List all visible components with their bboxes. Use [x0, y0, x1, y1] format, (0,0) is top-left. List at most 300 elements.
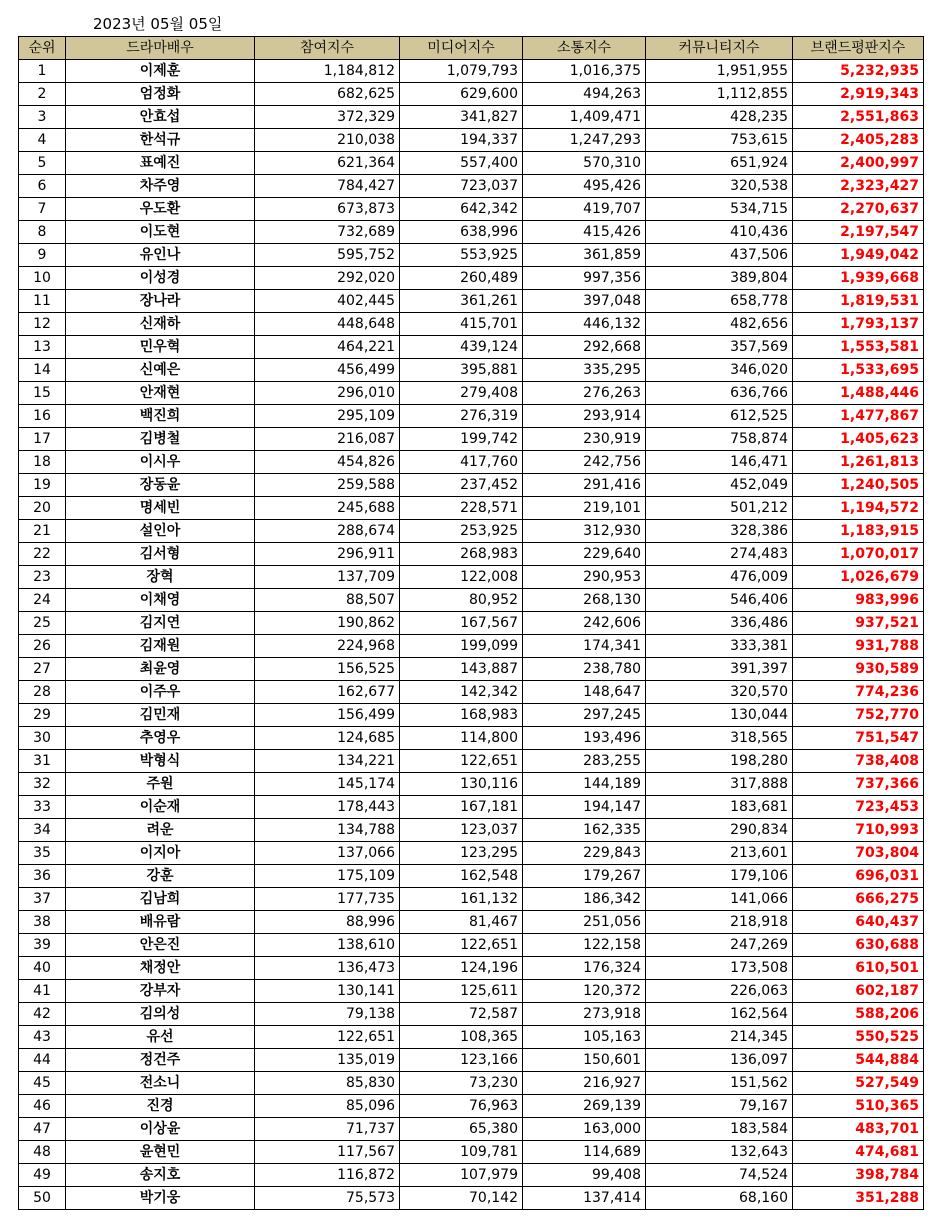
cell-brand-reputation-index: 666,275	[793, 888, 924, 911]
cell-participation-index: 464,221	[255, 336, 400, 359]
cell-brand-reputation-index: 1,939,668	[793, 267, 924, 290]
cell-communication-index: 570,310	[523, 152, 646, 175]
cell-media-index: 228,571	[400, 497, 523, 520]
cell-participation-index: 456,499	[255, 359, 400, 382]
cell-communication-index: 290,953	[523, 566, 646, 589]
cell-actor-name: 이도현	[66, 221, 255, 244]
cell-actor-name: 신예은	[66, 359, 255, 382]
cell-media-index: 167,567	[400, 612, 523, 635]
cell-actor-name: 전소니	[66, 1072, 255, 1095]
cell-participation-index: 117,567	[255, 1141, 400, 1164]
cell-brand-reputation-index: 1,793,137	[793, 313, 924, 336]
cell-participation-index: 124,685	[255, 727, 400, 750]
cell-community-index: 68,160	[646, 1187, 793, 1210]
cell-brand-reputation-index: 2,197,547	[793, 221, 924, 244]
cell-media-index: 122,008	[400, 566, 523, 589]
cell-community-index: 391,397	[646, 658, 793, 681]
cell-actor-name: 이성경	[66, 267, 255, 290]
table-row	[19, 957, 924, 980]
cell-actor-name: 명세빈	[66, 497, 255, 520]
cell-actor-name: 김지연	[66, 612, 255, 635]
cell-media-index: 143,887	[400, 658, 523, 681]
cell-participation-index: 130,141	[255, 980, 400, 1003]
cell-community-index: 226,063	[646, 980, 793, 1003]
cell-media-index: 642,342	[400, 198, 523, 221]
cell-media-index: 65,380	[400, 1118, 523, 1141]
table-row	[19, 750, 924, 773]
table-row	[19, 1164, 924, 1187]
cell-participation-index: 162,677	[255, 681, 400, 704]
cell-community-index: 476,009	[646, 566, 793, 589]
table-row	[19, 681, 924, 704]
cell-community-index: 328,386	[646, 520, 793, 543]
cell-community-index: 214,345	[646, 1026, 793, 1049]
cell-participation-index: 224,968	[255, 635, 400, 658]
cell-rank: 46	[19, 1095, 66, 1118]
cell-media-index: 123,166	[400, 1049, 523, 1072]
cell-brand-reputation-index: 1,026,679	[793, 566, 924, 589]
cell-brand-reputation-index: 527,549	[793, 1072, 924, 1095]
cell-participation-index: 135,019	[255, 1049, 400, 1072]
cell-communication-index: 997,356	[523, 267, 646, 290]
cell-brand-reputation-index: 738,408	[793, 750, 924, 773]
cell-participation-index: 259,588	[255, 474, 400, 497]
cell-communication-index: 219,101	[523, 497, 646, 520]
cell-brand-reputation-index: 5,232,935	[793, 60, 924, 83]
cell-communication-index: 1,409,471	[523, 106, 646, 129]
cell-media-index: 162,548	[400, 865, 523, 888]
table-row	[19, 405, 924, 428]
cell-rank: 18	[19, 451, 66, 474]
cell-communication-index: 120,372	[523, 980, 646, 1003]
cell-participation-index: 673,873	[255, 198, 400, 221]
cell-brand-reputation-index: 474,681	[793, 1141, 924, 1164]
cell-community-index: 162,564	[646, 1003, 793, 1026]
table-row	[19, 1095, 924, 1118]
cell-media-index: 107,979	[400, 1164, 523, 1187]
cell-rank: 4	[19, 129, 66, 152]
cell-participation-index: 402,445	[255, 290, 400, 313]
cell-actor-name: 이상윤	[66, 1118, 255, 1141]
table-row	[19, 658, 924, 681]
cell-rank: 10	[19, 267, 66, 290]
table-row	[19, 796, 924, 819]
cell-actor-name: 이주우	[66, 681, 255, 704]
cell-brand-reputation-index: 2,551,863	[793, 106, 924, 129]
cell-community-index: 336,486	[646, 612, 793, 635]
cell-participation-index: 595,752	[255, 244, 400, 267]
cell-brand-reputation-index: 1,949,042	[793, 244, 924, 267]
cell-media-index: 415,701	[400, 313, 523, 336]
table-row	[19, 1049, 924, 1072]
table-row	[19, 635, 924, 658]
cell-rank: 43	[19, 1026, 66, 1049]
cell-rank: 14	[19, 359, 66, 382]
cell-rank: 26	[19, 635, 66, 658]
cell-actor-name: 장나라	[66, 290, 255, 313]
cell-community-index: 428,235	[646, 106, 793, 129]
cell-actor-name: 이채영	[66, 589, 255, 612]
cell-brand-reputation-index: 2,270,637	[793, 198, 924, 221]
cell-community-index: 333,381	[646, 635, 793, 658]
cell-media-index: 70,142	[400, 1187, 523, 1210]
cell-actor-name: 민우혁	[66, 336, 255, 359]
table-row	[19, 980, 924, 1003]
cell-actor-name: 최윤영	[66, 658, 255, 681]
cell-actor-name: 백진희	[66, 405, 255, 428]
cell-actor-name: 이지아	[66, 842, 255, 865]
cell-media-index: 122,651	[400, 750, 523, 773]
table-row	[19, 704, 924, 727]
cell-community-index: 274,483	[646, 543, 793, 566]
cell-brand-reputation-index: 930,589	[793, 658, 924, 681]
cell-participation-index: 732,689	[255, 221, 400, 244]
cell-rank: 50	[19, 1187, 66, 1210]
cell-participation-index: 1,184,812	[255, 60, 400, 83]
cell-rank: 49	[19, 1164, 66, 1187]
cell-communication-index: 99,408	[523, 1164, 646, 1187]
cell-community-index: 389,804	[646, 267, 793, 290]
cell-rank: 34	[19, 819, 66, 842]
cell-rank: 44	[19, 1049, 66, 1072]
table-row	[19, 1118, 924, 1141]
cell-participation-index: 177,735	[255, 888, 400, 911]
cell-communication-index: 446,132	[523, 313, 646, 336]
cell-community-index: 132,643	[646, 1141, 793, 1164]
cell-communication-index: 186,342	[523, 888, 646, 911]
table-row	[19, 1003, 924, 1026]
cell-communication-index: 273,918	[523, 1003, 646, 1026]
cell-community-index: 151,562	[646, 1072, 793, 1095]
cell-participation-index: 85,096	[255, 1095, 400, 1118]
cell-community-index: 1,951,955	[646, 60, 793, 83]
cell-communication-index: 148,647	[523, 681, 646, 704]
cell-rank: 36	[19, 865, 66, 888]
cell-brand-reputation-index: 751,547	[793, 727, 924, 750]
cell-participation-index: 296,010	[255, 382, 400, 405]
cell-communication-index: 238,780	[523, 658, 646, 681]
cell-community-index: 79,167	[646, 1095, 793, 1118]
table-row	[19, 359, 924, 382]
cell-participation-index: 295,109	[255, 405, 400, 428]
table-row	[19, 198, 924, 221]
cell-participation-index: 138,610	[255, 934, 400, 957]
cell-brand-reputation-index: 983,996	[793, 589, 924, 612]
table-row	[19, 773, 924, 796]
cell-actor-name: 려운	[66, 819, 255, 842]
table-row	[19, 1026, 924, 1049]
cell-community-index: 651,924	[646, 152, 793, 175]
cell-actor-name: 진경	[66, 1095, 255, 1118]
cell-participation-index: 79,138	[255, 1003, 400, 1026]
table-row	[19, 727, 924, 750]
table-row	[19, 888, 924, 911]
table-row	[19, 152, 924, 175]
cell-rank: 11	[19, 290, 66, 313]
cell-community-index: 534,715	[646, 198, 793, 221]
cell-community-index: 173,508	[646, 957, 793, 980]
table-row	[19, 589, 924, 612]
table-row	[19, 129, 924, 152]
cell-community-index: 612,525	[646, 405, 793, 428]
cell-brand-reputation-index: 710,993	[793, 819, 924, 842]
cell-communication-index: 176,324	[523, 957, 646, 980]
cell-actor-name: 주원	[66, 773, 255, 796]
brand-reputation-table	[18, 36, 924, 1210]
cell-actor-name: 강훈	[66, 865, 255, 888]
cell-actor-name: 추영우	[66, 727, 255, 750]
table-row	[19, 267, 924, 290]
cell-media-index: 1,079,793	[400, 60, 523, 83]
table-row	[19, 520, 924, 543]
cell-participation-index: 116,872	[255, 1164, 400, 1187]
col-header-media-index: 미디어지수	[400, 37, 523, 60]
cell-brand-reputation-index: 2,323,427	[793, 175, 924, 198]
cell-media-index: 124,196	[400, 957, 523, 980]
cell-media-index: 557,400	[400, 152, 523, 175]
cell-actor-name: 김병철	[66, 428, 255, 451]
cell-media-index: 237,452	[400, 474, 523, 497]
cell-participation-index: 621,364	[255, 152, 400, 175]
cell-participation-index: 122,651	[255, 1026, 400, 1049]
cell-communication-index: 251,056	[523, 911, 646, 934]
cell-rank: 24	[19, 589, 66, 612]
table-row	[19, 451, 924, 474]
table-row	[19, 1187, 924, 1210]
col-header-community-index: 커뮤니티지수	[646, 37, 793, 60]
cell-brand-reputation-index: 602,187	[793, 980, 924, 1003]
cell-media-index: 361,261	[400, 290, 523, 313]
cell-community-index: 146,471	[646, 451, 793, 474]
cell-communication-index: 229,843	[523, 842, 646, 865]
cell-media-index: 260,489	[400, 267, 523, 290]
cell-community-index: 141,066	[646, 888, 793, 911]
cell-actor-name: 이순재	[66, 796, 255, 819]
cell-community-index: 346,020	[646, 359, 793, 382]
cell-community-index: 410,436	[646, 221, 793, 244]
cell-rank: 47	[19, 1118, 66, 1141]
cell-actor-name: 안은진	[66, 934, 255, 957]
cell-communication-index: 242,756	[523, 451, 646, 474]
cell-communication-index: 276,263	[523, 382, 646, 405]
cell-participation-index: 136,473	[255, 957, 400, 980]
col-header-communication-index: 소통지수	[523, 37, 646, 60]
cell-participation-index: 137,066	[255, 842, 400, 865]
cell-actor-name: 강부자	[66, 980, 255, 1003]
cell-rank: 23	[19, 566, 66, 589]
cell-brand-reputation-index: 398,784	[793, 1164, 924, 1187]
cell-participation-index: 134,221	[255, 750, 400, 773]
cell-brand-reputation-index: 703,804	[793, 842, 924, 865]
cell-community-index: 317,888	[646, 773, 793, 796]
table-row	[19, 428, 924, 451]
table-row	[19, 106, 924, 129]
cell-community-index: 501,212	[646, 497, 793, 520]
cell-actor-name: 안효섭	[66, 106, 255, 129]
cell-brand-reputation-index: 1,488,446	[793, 382, 924, 405]
cell-community-index: 320,570	[646, 681, 793, 704]
cell-actor-name: 유선	[66, 1026, 255, 1049]
cell-rank: 6	[19, 175, 66, 198]
cell-community-index: 247,269	[646, 934, 793, 957]
cell-participation-index: 71,737	[255, 1118, 400, 1141]
cell-media-index: 395,881	[400, 359, 523, 382]
cell-communication-index: 415,426	[523, 221, 646, 244]
cell-communication-index: 163,000	[523, 1118, 646, 1141]
cell-actor-name: 엄정화	[66, 83, 255, 106]
cell-participation-index: 454,826	[255, 451, 400, 474]
cell-brand-reputation-index: 1,477,867	[793, 405, 924, 428]
cell-communication-index: 242,606	[523, 612, 646, 635]
cell-community-index: 482,656	[646, 313, 793, 336]
table-row	[19, 221, 924, 244]
table-row	[19, 612, 924, 635]
cell-rank: 48	[19, 1141, 66, 1164]
table-header	[19, 37, 924, 60]
cell-community-index: 183,584	[646, 1118, 793, 1141]
cell-participation-index: 292,020	[255, 267, 400, 290]
cell-rank: 17	[19, 428, 66, 451]
table-row	[19, 934, 924, 957]
table-row	[19, 60, 924, 83]
table-row	[19, 313, 924, 336]
cell-participation-index: 88,996	[255, 911, 400, 934]
cell-community-index: 183,681	[646, 796, 793, 819]
table-row	[19, 1072, 924, 1095]
cell-rank: 39	[19, 934, 66, 957]
cell-rank: 45	[19, 1072, 66, 1095]
cell-rank: 31	[19, 750, 66, 773]
cell-media-index: 268,983	[400, 543, 523, 566]
cell-communication-index: 194,147	[523, 796, 646, 819]
cell-brand-reputation-index: 1,240,505	[793, 474, 924, 497]
cell-actor-name: 채정안	[66, 957, 255, 980]
table-row	[19, 83, 924, 106]
cell-community-index: 636,766	[646, 382, 793, 405]
cell-rank: 30	[19, 727, 66, 750]
cell-rank: 9	[19, 244, 66, 267]
cell-communication-index: 193,496	[523, 727, 646, 750]
cell-brand-reputation-index: 1,194,572	[793, 497, 924, 520]
cell-media-index: 276,319	[400, 405, 523, 428]
cell-rank: 37	[19, 888, 66, 911]
cell-participation-index: 190,862	[255, 612, 400, 635]
cell-media-index: 125,611	[400, 980, 523, 1003]
cell-rank: 12	[19, 313, 66, 336]
cell-brand-reputation-index: 1,405,623	[793, 428, 924, 451]
cell-community-index: 357,569	[646, 336, 793, 359]
cell-brand-reputation-index: 1,533,695	[793, 359, 924, 382]
cell-communication-index: 283,255	[523, 750, 646, 773]
table-row	[19, 244, 924, 267]
cell-rank: 21	[19, 520, 66, 543]
cell-actor-name: 김재원	[66, 635, 255, 658]
cell-communication-index: 297,245	[523, 704, 646, 727]
cell-brand-reputation-index: 1,183,915	[793, 520, 924, 543]
cell-brand-reputation-index: 937,521	[793, 612, 924, 635]
cell-actor-name: 김남희	[66, 888, 255, 911]
cell-participation-index: 245,688	[255, 497, 400, 520]
cell-actor-name: 신재하	[66, 313, 255, 336]
cell-communication-index: 150,601	[523, 1049, 646, 1072]
cell-participation-index: 85,830	[255, 1072, 400, 1095]
col-header-rank: 순위	[19, 37, 66, 60]
cell-community-index: 213,601	[646, 842, 793, 865]
cell-media-index: 199,742	[400, 428, 523, 451]
cell-actor-name: 표예진	[66, 152, 255, 175]
cell-participation-index: 296,911	[255, 543, 400, 566]
cell-media-index: 553,925	[400, 244, 523, 267]
cell-participation-index: 175,109	[255, 865, 400, 888]
cell-media-index: 76,963	[400, 1095, 523, 1118]
header-row	[19, 37, 924, 60]
cell-communication-index: 1,016,375	[523, 60, 646, 83]
cell-participation-index: 682,625	[255, 83, 400, 106]
cell-brand-reputation-index: 2,400,997	[793, 152, 924, 175]
cell-communication-index: 312,930	[523, 520, 646, 543]
cell-media-index: 253,925	[400, 520, 523, 543]
cell-rank: 40	[19, 957, 66, 980]
cell-brand-reputation-index: 723,453	[793, 796, 924, 819]
cell-communication-index: 335,295	[523, 359, 646, 382]
cell-community-index: 130,044	[646, 704, 793, 727]
cell-rank: 3	[19, 106, 66, 129]
cell-media-index: 279,408	[400, 382, 523, 405]
cell-brand-reputation-index: 630,688	[793, 934, 924, 957]
cell-media-index: 417,760	[400, 451, 523, 474]
cell-brand-reputation-index: 774,236	[793, 681, 924, 704]
cell-actor-name: 송지호	[66, 1164, 255, 1187]
cell-participation-index: 448,648	[255, 313, 400, 336]
table-row	[19, 290, 924, 313]
cell-media-index: 723,037	[400, 175, 523, 198]
table-row	[19, 842, 924, 865]
cell-participation-index: 216,087	[255, 428, 400, 451]
cell-communication-index: 293,914	[523, 405, 646, 428]
cell-brand-reputation-index: 931,788	[793, 635, 924, 658]
cell-community-index: 74,524	[646, 1164, 793, 1187]
cell-participation-index: 372,329	[255, 106, 400, 129]
cell-communication-index: 397,048	[523, 290, 646, 313]
cell-community-index: 1,112,855	[646, 83, 793, 106]
cell-communication-index: 291,416	[523, 474, 646, 497]
cell-actor-name: 김의성	[66, 1003, 255, 1026]
cell-actor-name: 이시우	[66, 451, 255, 474]
cell-brand-reputation-index: 550,525	[793, 1026, 924, 1049]
cell-communication-index: 105,163	[523, 1026, 646, 1049]
cell-rank: 15	[19, 382, 66, 405]
table-row	[19, 911, 924, 934]
cell-communication-index: 174,341	[523, 635, 646, 658]
cell-communication-index: 144,189	[523, 773, 646, 796]
cell-media-index: 161,132	[400, 888, 523, 911]
cell-communication-index: 292,668	[523, 336, 646, 359]
cell-communication-index: 230,919	[523, 428, 646, 451]
cell-rank: 13	[19, 336, 66, 359]
cell-actor-name: 김민재	[66, 704, 255, 727]
cell-media-index: 81,467	[400, 911, 523, 934]
cell-media-index: 638,996	[400, 221, 523, 244]
cell-rank: 27	[19, 658, 66, 681]
cell-communication-index: 1,247,293	[523, 129, 646, 152]
cell-rank: 22	[19, 543, 66, 566]
cell-community-index: 318,565	[646, 727, 793, 750]
cell-rank: 41	[19, 980, 66, 1003]
cell-participation-index: 145,174	[255, 773, 400, 796]
table-row	[19, 497, 924, 520]
cell-actor-name: 안재현	[66, 382, 255, 405]
cell-communication-index: 361,859	[523, 244, 646, 267]
